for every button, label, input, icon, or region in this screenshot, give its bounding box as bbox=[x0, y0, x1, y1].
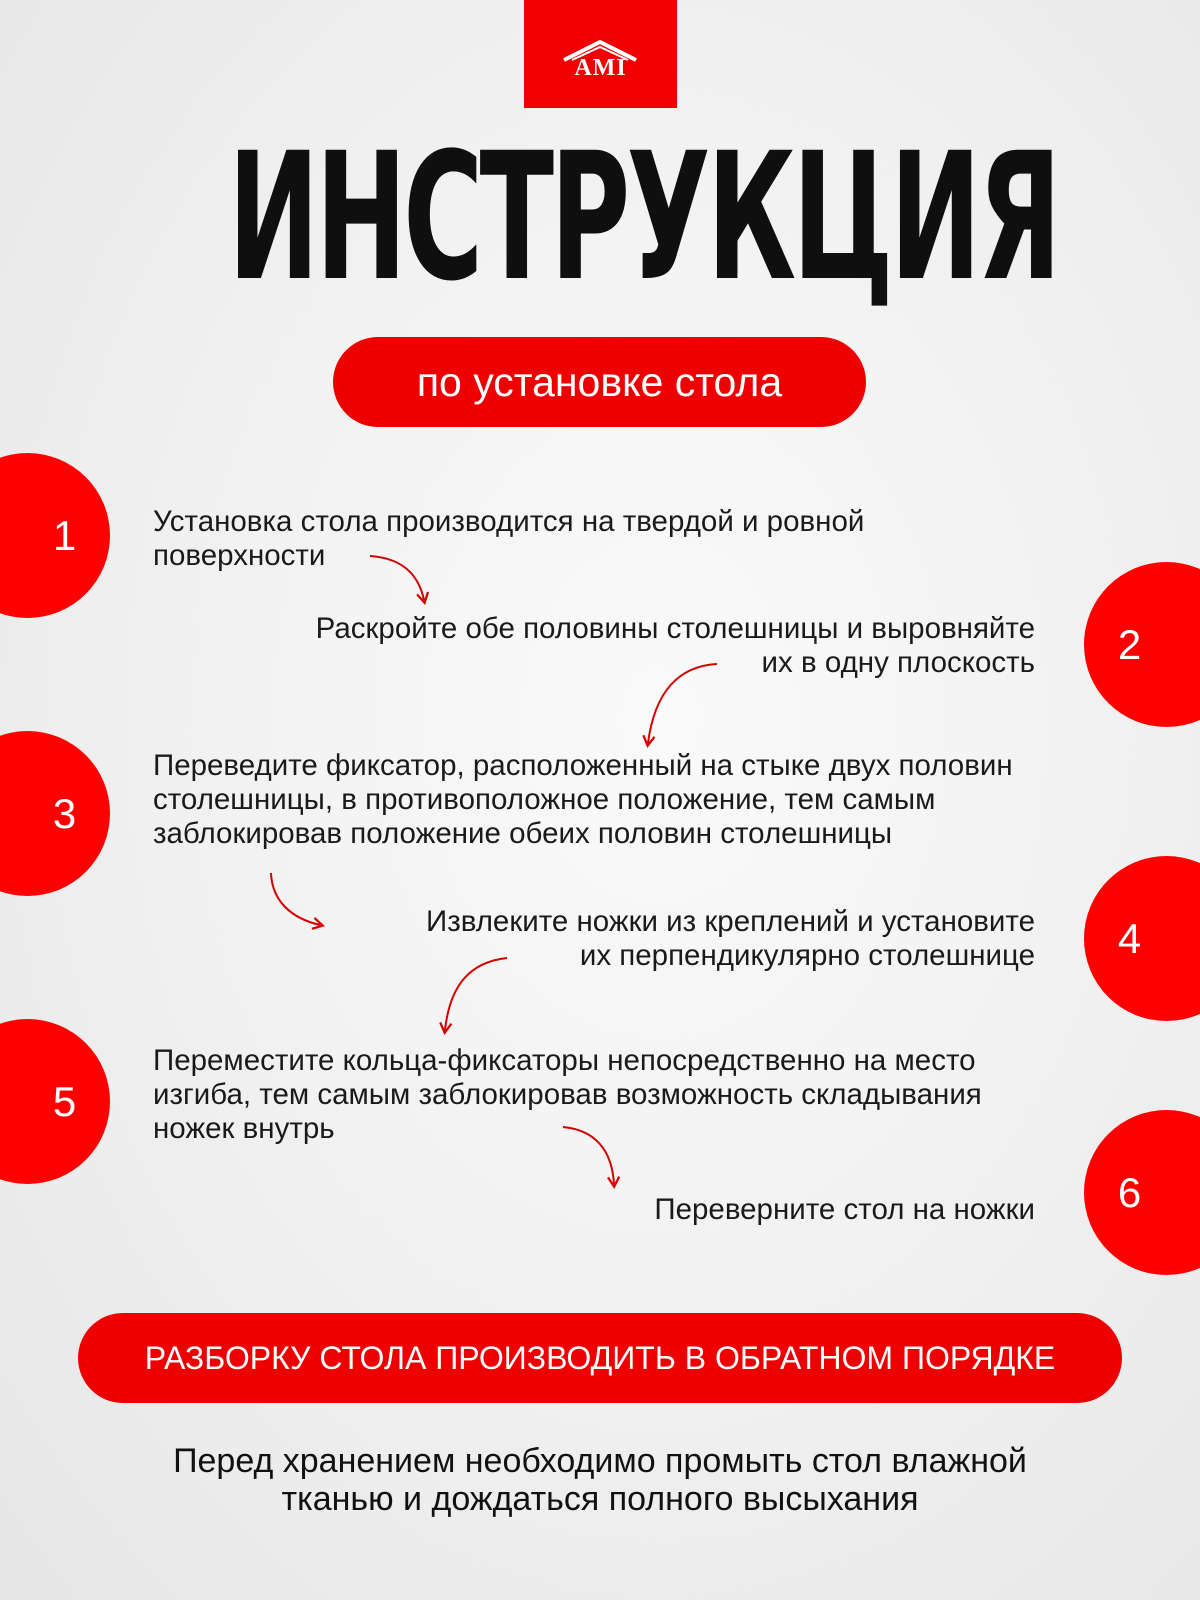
step-text-1: Установка стола производится на твердой и ровной поверхности bbox=[153, 505, 865, 572]
storage-note: Перед хранением необходимо промыть стол влажной тканью и дождаться полного высыхания bbox=[173, 1442, 1027, 1518]
step-number-4: 4 bbox=[1084, 856, 1200, 1021]
subtitle-text: по установке стола bbox=[416, 358, 783, 405]
step-text-3: Переведите фиксатор, расположенный на стыке двух половин столешницы, в противоположное положение, тем самым заблокировав положение обеих половин столешницы bbox=[153, 749, 1013, 850]
logo-text: AMI bbox=[574, 55, 627, 81]
step-text-4: Извлеките ножки из креплений и установите их перпендикулярно столешнице bbox=[425, 905, 1035, 972]
step-number-5: 5 bbox=[0, 1019, 110, 1184]
disassembly-text: РАЗБОРКУ СТОЛА ПРОИЗВОДИТЬ В ОБРАТНОМ ПОРЯДКЕ bbox=[144, 1339, 1056, 1376]
step-text-5: Переместите кольца-фиксаторы непосредственно на место изгиба, тем самым заблокировав возможность складывания ножек внутрь bbox=[153, 1044, 982, 1145]
page-title: ИНСТРУКЦИЯ bbox=[228, 115, 1058, 320]
step-text-2: Раскройте обе половины столешницы и выровняйте их в одну плоскость bbox=[315, 612, 1035, 679]
step-number-2: 2 bbox=[1084, 562, 1200, 727]
disassembly-banner bbox=[78, 1313, 1122, 1403]
step-number-1: 1 bbox=[0, 453, 110, 618]
step-number-6: 6 bbox=[1084, 1110, 1200, 1275]
step-number-3: 3 bbox=[0, 731, 110, 896]
step-text-6: Переверните стол на ножки bbox=[654, 1193, 1035, 1226]
